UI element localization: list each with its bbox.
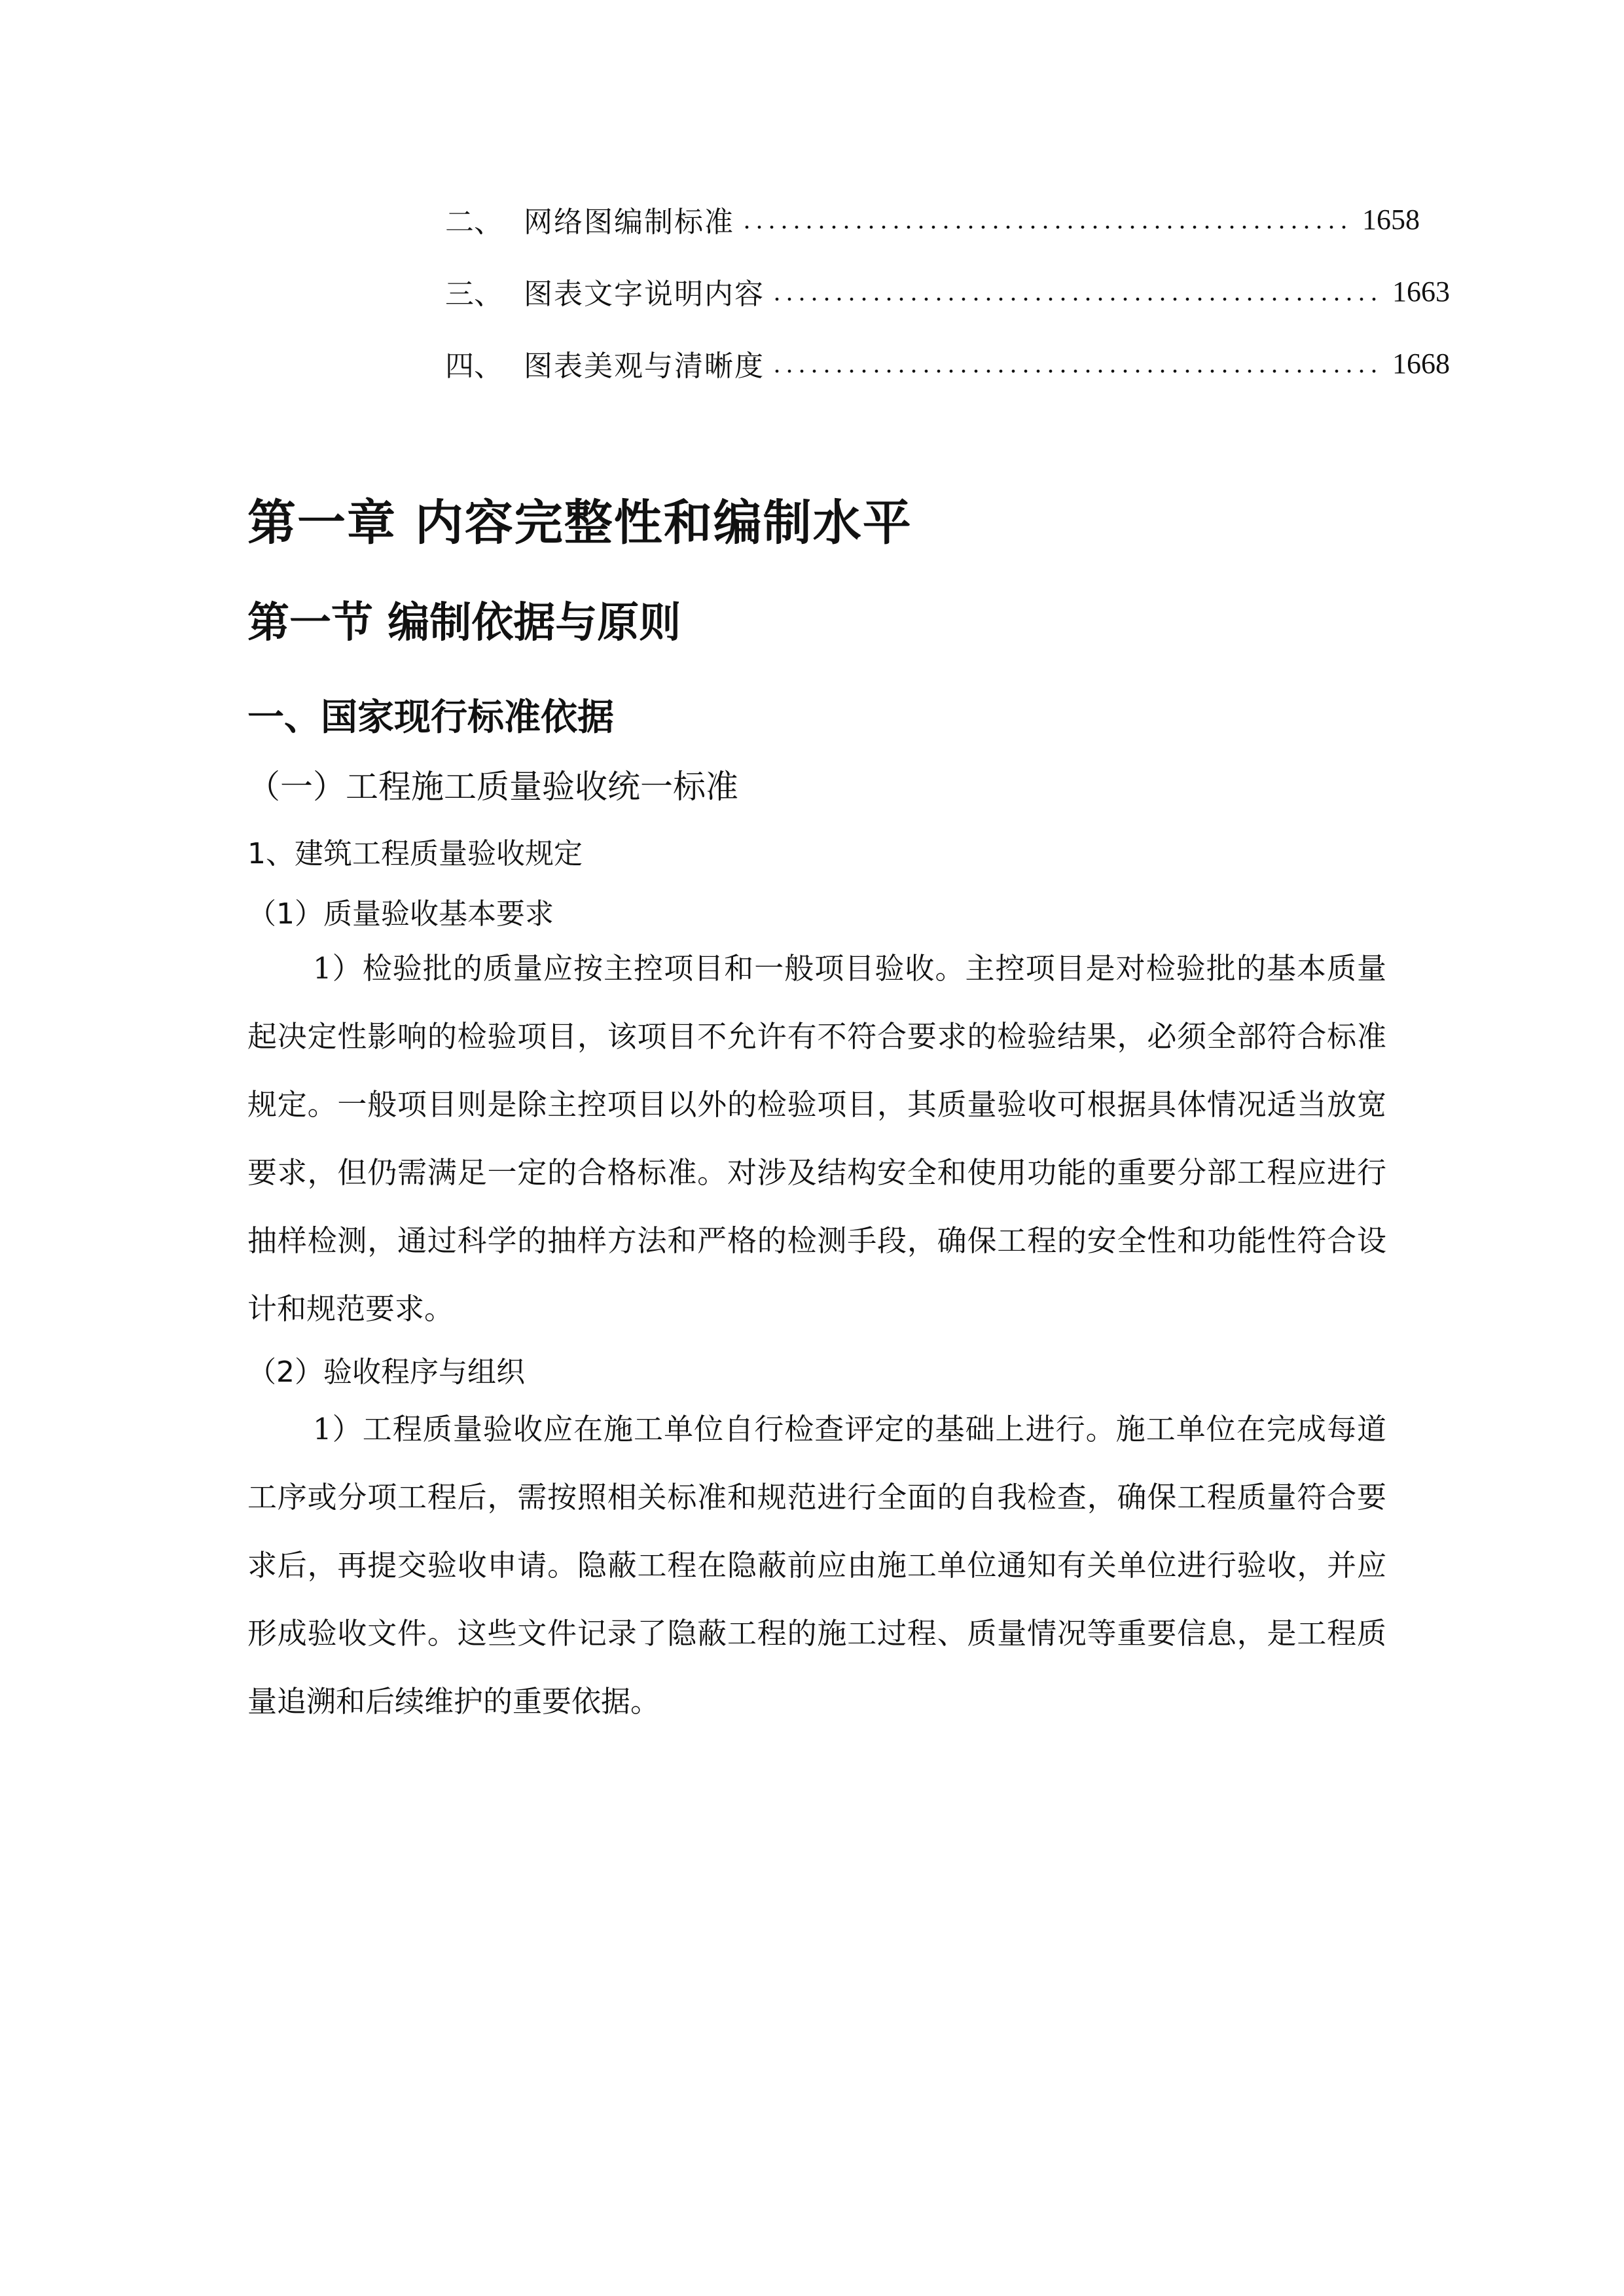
toc-entry-page: 1668 [1392, 347, 1450, 380]
toc-entry[interactable] [445, 340, 1450, 386]
part-heading: （1）质量验收基本要求 [247, 897, 554, 931]
part-heading: （2）验收程序与组织 [247, 1355, 525, 1389]
toc-entry-title: 图表文字说明内容 [524, 278, 765, 311]
subsubsection-heading: （一）工程施工质量验收统一标准 [247, 768, 738, 806]
subsection-heading: 一、国家现行标准依据 [247, 696, 614, 739]
toc-entry-page: 1663 [1392, 275, 1450, 308]
toc-entry[interactable] [445, 268, 1450, 314]
toc-entry-title: 网络图编制标准 [524, 206, 734, 239]
toc-dot-leader: ................................................. [774, 276, 1383, 306]
body-paragraph: 1）检验批的质量应按主控项目和一般项目验收。主控项目是对检验批的基本质量起决定性影响的检验项目，该项目不允许有不符合要求的检验结果，必须全部符合标准规定。一般项目则是除主控项目以外的检验项目，其质量验收可根据具体情况适当放宽要求，但仍需满足一定的合格标准。对涉及结构安全和使用功能的重要分部工程应进行抽样检测，通过科学的抽样方法和严格的检测手段，确保工程的安全性和功能性符合设计和规范要求。 [247, 951, 1386, 1326]
toc-entry-title: 图表美观与清晰度 [524, 350, 765, 383]
toc-entry-number: 二、 [445, 206, 503, 239]
toc-entry-page: 1658 [1362, 203, 1420, 236]
toc-dot-leader: ................................................. [744, 204, 1353, 234]
toc-dot-leader: ................................................. [774, 348, 1383, 378]
chapter-heading: 第一章 内容完整性和编制水平 [247, 495, 912, 551]
section-heading: 第一节 编制依据与原则 [247, 599, 681, 647]
toc-entry-number: 三、 [445, 278, 503, 311]
body-paragraph: 1）工程质量验收应在施工单位自行检查评定的基础上进行。施工单位在完成每道工序或分项工程后，需按照相关标准和规范进行全面的自我检查，确保工程质量符合要求后，再提交验收申请。隐蔽工程在隐蔽前应由施工单位通知有关单位进行验收，并应形成验收文件。这些文件记录了隐蔽工程的施工过程、质量情况等重要信息，是工程质量追溯和后续维护的重要依据。 [247, 1412, 1386, 1719]
toc-entry-number: 四、 [445, 350, 503, 383]
item-heading: 1、建筑工程质量验收规定 [247, 837, 583, 870]
toc-entry[interactable] [445, 196, 1420, 242]
